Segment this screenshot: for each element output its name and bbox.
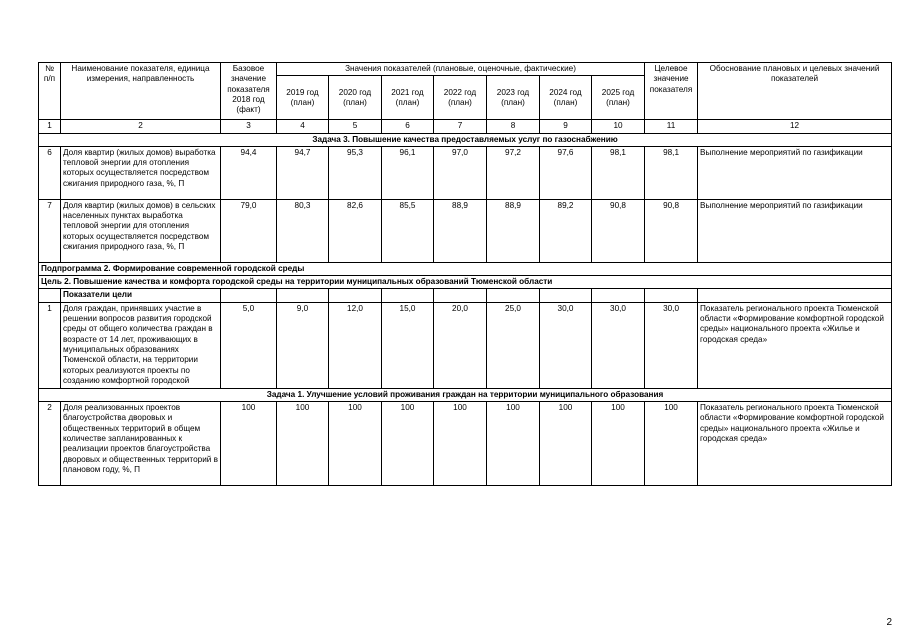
column-number: 7	[434, 120, 487, 133]
table-row	[39, 146, 892, 199]
header-base: Базовое значение показателя 2018 год (факт)	[221, 63, 277, 120]
row-value-2021: 100	[382, 402, 434, 486]
row-value-2020: 82,6	[329, 199, 382, 262]
row-value-2024: 89,2	[540, 199, 592, 262]
row-value-2020: 95,3	[329, 146, 382, 199]
row-value-2025: 30,0	[592, 302, 645, 388]
row-base: 5,0	[221, 302, 277, 388]
row-value-2020: 100	[329, 402, 382, 486]
row-value-2022: 20,0	[434, 302, 487, 388]
column-number: 3	[221, 120, 277, 133]
row-value-2023: 100	[487, 402, 540, 486]
row-target: 90,8	[645, 199, 698, 262]
header-year-2021: 2021 год (план)	[382, 76, 434, 120]
task3-section-row	[39, 133, 892, 146]
row-value-2023: 25,0	[487, 302, 540, 388]
row-value-2019: 100	[277, 402, 329, 486]
row-name: Доля квартир (жилых домов) в сельских населенных пунктах выработка тепловой энергии для отопления которых осуществляется посредством сжигания природного газа, %, П	[61, 199, 221, 262]
row-justification: Показатель регионального проекта Тюменской области «Формирование комфортной городской среды» национального проекта «Жилье и городская среда»	[698, 302, 892, 388]
row-base: 79,0	[221, 199, 277, 262]
header-year-2025: 2025 год (план)	[592, 76, 645, 120]
header-year-2023: 2023 год (план)	[487, 76, 540, 120]
goal2-row	[39, 276, 892, 289]
row-value-2023: 97,2	[487, 146, 540, 199]
column-number: 9	[540, 120, 592, 133]
task3-title: Задача 3. Повышение качества предоставляемых услуг по газоснабжению	[39, 133, 892, 146]
row-base: 100	[221, 402, 277, 486]
indicator-table-sheet	[38, 62, 891, 486]
row-value-2019: 94,7	[277, 146, 329, 199]
column-number: 8	[487, 120, 540, 133]
column-number: 1	[39, 120, 61, 133]
row-value-2019: 9,0	[277, 302, 329, 388]
row-value-2022: 88,9	[434, 199, 487, 262]
row-name: Доля квартир (жилых домов) выработка тепловой энергии для отопления которых осуществляется посредством сжигания природного газа, %, П	[61, 146, 221, 199]
row-justification: Показатель регионального проекта Тюменской области «Формирование комфортной городской среды» национального проекта «Жилье и городская среда»	[698, 402, 892, 486]
row-value-2024: 100	[540, 402, 592, 486]
row-num: 6	[39, 146, 61, 199]
row-value-2022: 97,0	[434, 146, 487, 199]
column-number: 2	[61, 120, 221, 133]
row-justification: Выполнение мероприятий по газификации	[698, 199, 892, 262]
header-justification: Обоснование плановых и целевых значений показателей	[698, 63, 892, 120]
table-row	[39, 402, 892, 486]
header-name: Наименование показателя, единица измерения, направленность	[61, 63, 221, 120]
row-value-2025: 100	[592, 402, 645, 486]
header-num: № п/п	[39, 63, 61, 120]
page-number: 2	[886, 617, 892, 628]
header-target: Целевое значение показателя	[645, 63, 698, 120]
row-value-2024: 30,0	[540, 302, 592, 388]
row-name: Доля граждан, принявших участие в решении вопросов развития городской среды от общего количества граждан в возрасте от 14 лет, проживающих в муниципальных образованиях Тюменской области, на территории которых реализуются проекты по созданию комфортной городской	[63, 303, 213, 385]
header-year-2022: 2022 год (план)	[434, 76, 487, 120]
row-num: 7	[39, 199, 61, 262]
column-number: 6	[382, 120, 434, 133]
row-target: 98,1	[645, 146, 698, 199]
row-value-2025: 90,8	[592, 199, 645, 262]
column-number: 11	[645, 120, 698, 133]
column-number: 12	[698, 120, 892, 133]
column-number: 5	[329, 120, 382, 133]
row-num: 1	[39, 302, 61, 388]
header-year-2020: 2020 год (план)	[329, 76, 382, 120]
row-value-2022: 100	[434, 402, 487, 486]
row-num: 2	[39, 402, 61, 486]
row-target: 30,0	[645, 302, 698, 388]
subprogram2-title: Подпрограмма 2. Формирование современной городской среды	[39, 262, 892, 275]
goal-indicators-title: Показатели цели	[61, 289, 221, 302]
row-value-2021: 15,0	[382, 302, 434, 388]
row-value-2023: 88,9	[487, 199, 540, 262]
goal-indicators-row	[39, 289, 892, 302]
table-header-row	[39, 63, 892, 76]
row-value-2019: 80,3	[277, 199, 329, 262]
row-base: 94,4	[221, 146, 277, 199]
subprogram2-row	[39, 262, 892, 275]
column-numbers-row	[39, 120, 892, 133]
column-number: 4	[277, 120, 329, 133]
row-target: 100	[645, 402, 698, 486]
header-year-2024: 2024 год (план)	[540, 76, 592, 120]
header-values-group: Значения показателей (плановые, оценочные, фактические)	[277, 63, 645, 76]
header-year-2019: 2019 год (план)	[277, 76, 329, 120]
task1-title: Задача 1. Улучшение условий проживания граждан на территории муниципального образования	[39, 388, 892, 401]
indicators-table	[38, 62, 892, 486]
table-row	[39, 199, 892, 262]
row-value-2020: 12,0	[329, 302, 382, 388]
row-name: Доля реализованных проектов благоустройства дворовых и общественных территорий в общем количестве запланированных к реализации проектов благоустройства дворовых и общественных территорий в плановом году, %, П	[61, 402, 221, 486]
goal2-title: Цель 2. Повышение качества и комфорта городской среды на территории муниципальных образований Тюменской области	[39, 276, 892, 289]
row-value-2025: 98,1	[592, 146, 645, 199]
task1-section-row	[39, 388, 892, 401]
row-value-2024: 97,6	[540, 146, 592, 199]
table-row	[39, 302, 892, 388]
row-value-2021: 96,1	[382, 146, 434, 199]
row-value-2021: 85,5	[382, 199, 434, 262]
column-number: 10	[592, 120, 645, 133]
row-justification: Выполнение мероприятий по газификации	[698, 146, 892, 199]
